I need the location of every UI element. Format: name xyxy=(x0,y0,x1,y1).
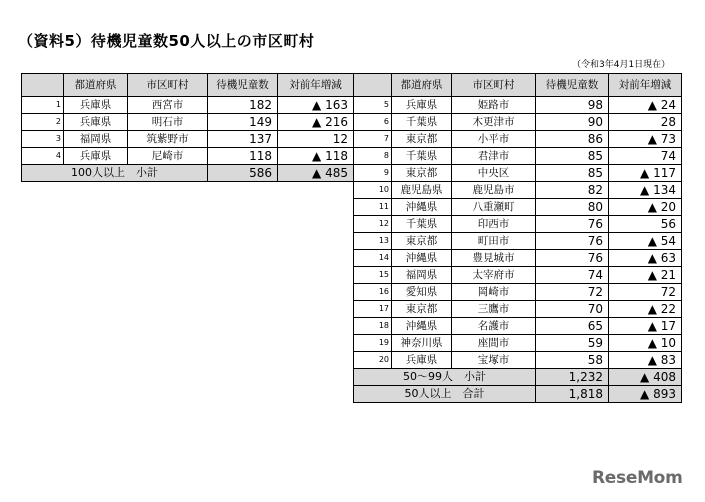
yoy-change-cell: ▲ 216 xyxy=(278,114,354,131)
waiting-count-cell: 118 xyxy=(208,148,278,165)
yoy-change-cell: ▲ 22 xyxy=(609,301,682,318)
prefecture-cell: 愛知県 xyxy=(392,284,452,301)
table-row xyxy=(22,148,354,165)
municipality-cell: 小平市 xyxy=(452,131,536,148)
waiting-count-cell: 80 xyxy=(536,199,609,216)
subtotal-row-50-99 xyxy=(354,369,682,386)
waiting-count-cell: 90 xyxy=(536,114,609,131)
row-number: 7 xyxy=(354,131,392,148)
municipality-cell: 太宰府市 xyxy=(452,267,536,284)
yoy-change-cell: 72 xyxy=(609,284,682,301)
waiting-count-cell: 76 xyxy=(536,233,609,250)
row-number: 12 xyxy=(354,216,392,233)
header-prefecture: 都道府県 xyxy=(64,74,128,97)
waiting-count-cell: 85 xyxy=(536,148,609,165)
prefecture-cell: 千葉県 xyxy=(392,216,452,233)
prefecture-cell: 兵庫県 xyxy=(64,97,128,114)
table-row xyxy=(354,318,682,335)
waiting-count-cell: 58 xyxy=(536,352,609,369)
table-row xyxy=(354,148,682,165)
yoy-change-cell: 28 xyxy=(609,114,682,131)
row-number: 3 xyxy=(22,131,64,148)
yoy-change-cell: ▲ 20 xyxy=(609,199,682,216)
table-header-row xyxy=(354,74,682,97)
as-of-date: （令和3年4月1日現在） xyxy=(572,60,671,70)
table-row xyxy=(354,284,682,301)
municipality-cell: 筑紫野市 xyxy=(128,131,208,148)
table-row xyxy=(354,199,682,216)
row-number: 15 xyxy=(354,267,392,284)
subtotal-row-100-plus xyxy=(22,165,354,182)
row-number: 2 xyxy=(22,114,64,131)
waiting-count-cell: 137 xyxy=(208,131,278,148)
header-waiting-count: 待機児童数 xyxy=(536,74,609,97)
prefecture-cell: 鹿児島県 xyxy=(392,182,452,199)
table-row xyxy=(354,97,682,114)
municipality-cell: 豊見城市 xyxy=(452,250,536,267)
waiting-count-cell: 86 xyxy=(536,131,609,148)
municipality-cell: 八重瀬町 xyxy=(452,199,536,216)
yoy-change-cell: ▲ 63 xyxy=(609,250,682,267)
waiting-count-cell: 98 xyxy=(536,97,609,114)
header-no xyxy=(354,74,392,97)
table-row xyxy=(354,182,682,199)
header-municipality: 市区町村 xyxy=(128,74,208,97)
header-waiting-count: 待機児童数 xyxy=(208,74,278,97)
prefecture-cell: 兵庫県 xyxy=(392,352,452,369)
right-table-body xyxy=(354,97,682,403)
row-number: 20 xyxy=(354,352,392,369)
municipality-cell: 中央区 xyxy=(452,165,536,182)
row-number: 5 xyxy=(354,97,392,114)
yoy-change-cell: ▲ 118 xyxy=(278,148,354,165)
grand-total-row-change: ▲ 893 xyxy=(609,386,682,403)
table-row xyxy=(22,97,354,114)
yoy-change-cell: ▲ 117 xyxy=(609,165,682,182)
table-header-row xyxy=(22,74,354,97)
grand-total-row-waiting: 1,818 xyxy=(536,386,609,403)
page-title: （資料5）待機児童数50人以上の市区町村 xyxy=(18,32,315,50)
grand-total-row-label: 50人以上 合計 xyxy=(354,386,536,403)
waiting-count-cell: 182 xyxy=(208,97,278,114)
subtotal-row-100-plus-change: ▲ 485 xyxy=(278,165,354,182)
row-number: 19 xyxy=(354,335,392,352)
row-number: 9 xyxy=(354,165,392,182)
row-number: 8 xyxy=(354,148,392,165)
table-row xyxy=(354,352,682,369)
prefecture-cell: 東京都 xyxy=(392,233,452,250)
yoy-change-cell: ▲ 24 xyxy=(609,97,682,114)
row-number: 6 xyxy=(354,114,392,131)
prefecture-cell: 沖縄県 xyxy=(392,199,452,216)
yoy-change-cell: ▲ 134 xyxy=(609,182,682,199)
prefecture-cell: 沖縄県 xyxy=(392,318,452,335)
row-number: 14 xyxy=(354,250,392,267)
municipality-cell: 姫路市 xyxy=(452,97,536,114)
table-row xyxy=(354,301,682,318)
prefecture-cell: 千葉県 xyxy=(392,114,452,131)
table-row xyxy=(22,114,354,131)
table-row xyxy=(354,335,682,352)
municipality-cell: 町田市 xyxy=(452,233,536,250)
row-number: 17 xyxy=(354,301,392,318)
waiting-count-cell: 76 xyxy=(536,250,609,267)
prefecture-cell: 東京都 xyxy=(392,301,452,318)
municipality-cell: 三鷹市 xyxy=(452,301,536,318)
row-number: 4 xyxy=(22,148,64,165)
header-yoy-change: 対前年増減 xyxy=(278,74,354,97)
prefecture-cell: 兵庫県 xyxy=(392,97,452,114)
waiting-count-cell: 85 xyxy=(536,165,609,182)
waiting-count-cell: 70 xyxy=(536,301,609,318)
prefecture-cell: 東京都 xyxy=(392,165,452,182)
waiting-count-cell: 76 xyxy=(536,216,609,233)
prefecture-cell: 福岡県 xyxy=(392,267,452,284)
header-no xyxy=(22,74,64,97)
municipality-cell: 宝塚市 xyxy=(452,352,536,369)
waiting-count-cell: 72 xyxy=(536,284,609,301)
table-row xyxy=(354,233,682,250)
municipality-cell: 印西市 xyxy=(452,216,536,233)
prefecture-cell: 兵庫県 xyxy=(64,114,128,131)
table-row xyxy=(354,267,682,284)
subtotal-row-50-99-change: ▲ 408 xyxy=(609,369,682,386)
resemom-watermark-logo: ReseMom xyxy=(592,468,683,488)
left-table-body xyxy=(22,97,354,182)
yoy-change-cell: ▲ 163 xyxy=(278,97,354,114)
prefecture-cell: 東京都 xyxy=(392,131,452,148)
municipality-cell: 西宮市 xyxy=(128,97,208,114)
yoy-change-cell: ▲ 54 xyxy=(609,233,682,250)
row-number: 18 xyxy=(354,318,392,335)
row-number: 1 xyxy=(22,97,64,114)
municipality-cell: 岡崎市 xyxy=(452,284,536,301)
municipality-cell: 鹿児島市 xyxy=(452,182,536,199)
header-yoy-change: 対前年増減 xyxy=(609,74,682,97)
row-number: 11 xyxy=(354,199,392,216)
header-municipality: 市区町村 xyxy=(452,74,536,97)
yoy-change-cell: 12 xyxy=(278,131,354,148)
waiting-count-cell: 149 xyxy=(208,114,278,131)
municipality-cell: 木更津市 xyxy=(452,114,536,131)
prefecture-cell: 千葉県 xyxy=(392,148,452,165)
yoy-change-cell: 74 xyxy=(609,148,682,165)
header-prefecture: 都道府県 xyxy=(392,74,452,97)
table-row xyxy=(354,131,682,148)
municipality-cell: 尼崎市 xyxy=(128,148,208,165)
row-number: 13 xyxy=(354,233,392,250)
grand-total-row xyxy=(354,386,682,403)
yoy-change-cell: ▲ 17 xyxy=(609,318,682,335)
row-number: 16 xyxy=(354,284,392,301)
prefecture-cell: 福岡県 xyxy=(64,131,128,148)
prefecture-cell: 兵庫県 xyxy=(64,148,128,165)
yoy-change-cell: ▲ 73 xyxy=(609,131,682,148)
prefecture-cell: 沖縄県 xyxy=(392,250,452,267)
table-row xyxy=(354,216,682,233)
subtotal-row-50-99-label: 50～99人 小計 xyxy=(354,369,536,386)
yoy-change-cell: 56 xyxy=(609,216,682,233)
municipality-cell: 明石市 xyxy=(128,114,208,131)
municipality-cell: 君津市 xyxy=(452,148,536,165)
left-table xyxy=(21,73,354,182)
waiting-count-cell: 59 xyxy=(536,335,609,352)
subtotal-row-100-plus-waiting: 586 xyxy=(208,165,278,182)
right-table xyxy=(353,73,682,403)
yoy-change-cell: ▲ 21 xyxy=(609,267,682,284)
table-row xyxy=(354,165,682,182)
waiting-count-cell: 82 xyxy=(536,182,609,199)
subtotal-row-50-99-waiting: 1,232 xyxy=(536,369,609,386)
municipality-cell: 座間市 xyxy=(452,335,536,352)
prefecture-cell: 神奈川県 xyxy=(392,335,452,352)
table-row xyxy=(354,250,682,267)
municipality-cell: 名護市 xyxy=(452,318,536,335)
row-number: 10 xyxy=(354,182,392,199)
waiting-count-cell: 65 xyxy=(536,318,609,335)
waiting-count-cell: 74 xyxy=(536,267,609,284)
yoy-change-cell: ▲ 83 xyxy=(609,352,682,369)
subtotal-row-100-plus-label: 100人以上 小計 xyxy=(22,165,208,182)
yoy-change-cell: ▲ 10 xyxy=(609,335,682,352)
table-row xyxy=(22,131,354,148)
table-row xyxy=(354,114,682,131)
